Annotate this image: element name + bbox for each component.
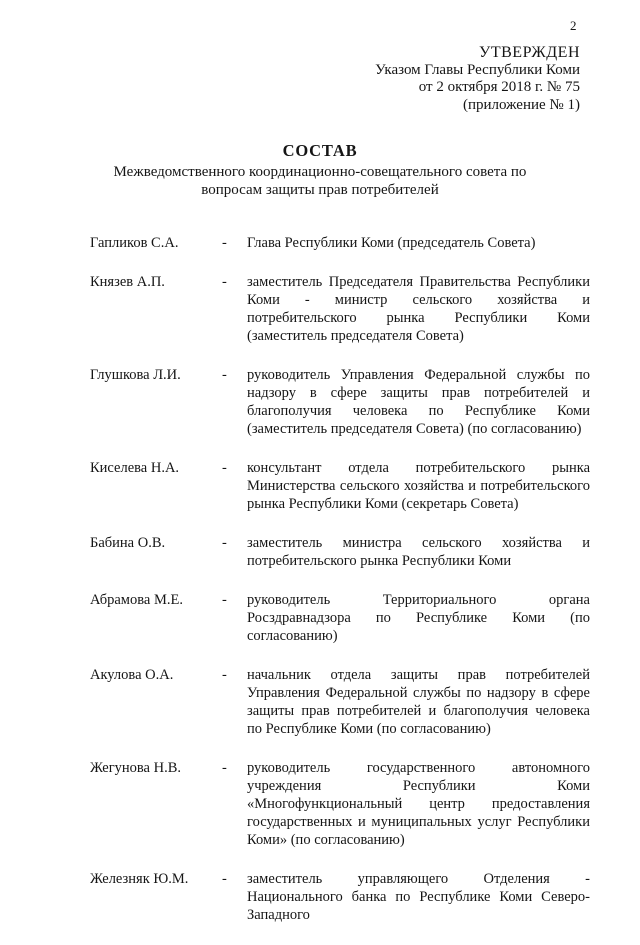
member-row [90, 234, 590, 252]
member-name: Акулова О.А. [90, 667, 174, 683]
member-role: начальник отдела защиты прав потребителей Управления Федеральной службы по надзору в сфере защиты прав потребителей и благополучия человека по Республике Коми (по согласованию) [247, 667, 590, 737]
member-name: Гапликов С.А. [90, 235, 179, 251]
member-role: руководитель Территориального органа Росздравнадзора по Республике Коми (по согласованию) [247, 592, 590, 644]
member-row [90, 366, 590, 438]
member-name: Бабина О.В. [90, 535, 166, 551]
member-role: заместитель Председателя Правительства Республики Коми - министр сельского хозяйства и потребительского рынка Республики Коми (заместитель председателя Совета) [247, 274, 590, 344]
member-row [90, 459, 590, 513]
dash: - [222, 274, 227, 290]
page-number: 2 [570, 18, 577, 33]
member-role: консультант отдела потребительского рынка Министерства сельского хозяйства и потребительского рынка Республики Коми (секретарь Совета) [247, 460, 590, 512]
dash: - [222, 871, 227, 887]
approval-line: Указом Главы Республики Коми [375, 61, 580, 78]
approval-line: от 2 октября 2018 г. № 75 [418, 79, 580, 95]
approval-line: (приложение № 1) [462, 96, 580, 113]
member-role: заместитель управляющего Отделения - Национального банка по Республике Коми Северо-Западного [247, 871, 590, 923]
dash: - [222, 460, 227, 476]
member-row [90, 759, 590, 849]
member-row [90, 870, 590, 924]
member-row [90, 666, 590, 738]
dash: - [222, 535, 227, 551]
member-row [90, 591, 590, 645]
member-name: Жегунова Н.В. [90, 760, 182, 776]
member-row [90, 534, 590, 570]
member-name: Князев А.П. [90, 274, 165, 290]
document-title: СОСТАВ [282, 141, 358, 160]
dash: - [222, 592, 227, 608]
member-role: руководитель государственного автономного учреждения Республики Коми «Многофункциональный центр предоставления государственных и муниципальных услуг Республики Коми» (по согласованию) [247, 760, 590, 848]
dash: - [222, 667, 227, 683]
title-block [60, 141, 580, 199]
member-role: Глава Республики Коми (председатель Совета) [247, 235, 536, 251]
member-row [90, 273, 590, 345]
member-name: Абрамова М.Е. [90, 592, 183, 608]
document-subtitle: Межведомственного координационно-совещательного совета по вопросам защиты прав потребителей [113, 164, 527, 198]
approval-stamp [375, 44, 580, 114]
dash: - [222, 235, 227, 251]
members-list [90, 234, 590, 945]
approval-heading: УТВЕРЖДЕН [479, 44, 580, 61]
member-name: Железняк Ю.М. [90, 871, 189, 887]
dash: - [222, 760, 227, 776]
member-name: Глушкова Л.И. [90, 367, 181, 383]
member-role: руководитель Управления Федеральной службы по надзору в сфере защиты прав потребителей и благополучия человека по Республике Коми (заместитель председателя Совета) (по согласованию) [247, 367, 590, 437]
member-name: Киселева Н.А. [90, 460, 180, 476]
member-role: заместитель министра сельского хозяйства и потребительского рынка Республики Коми [247, 535, 590, 569]
dash: - [222, 367, 227, 383]
